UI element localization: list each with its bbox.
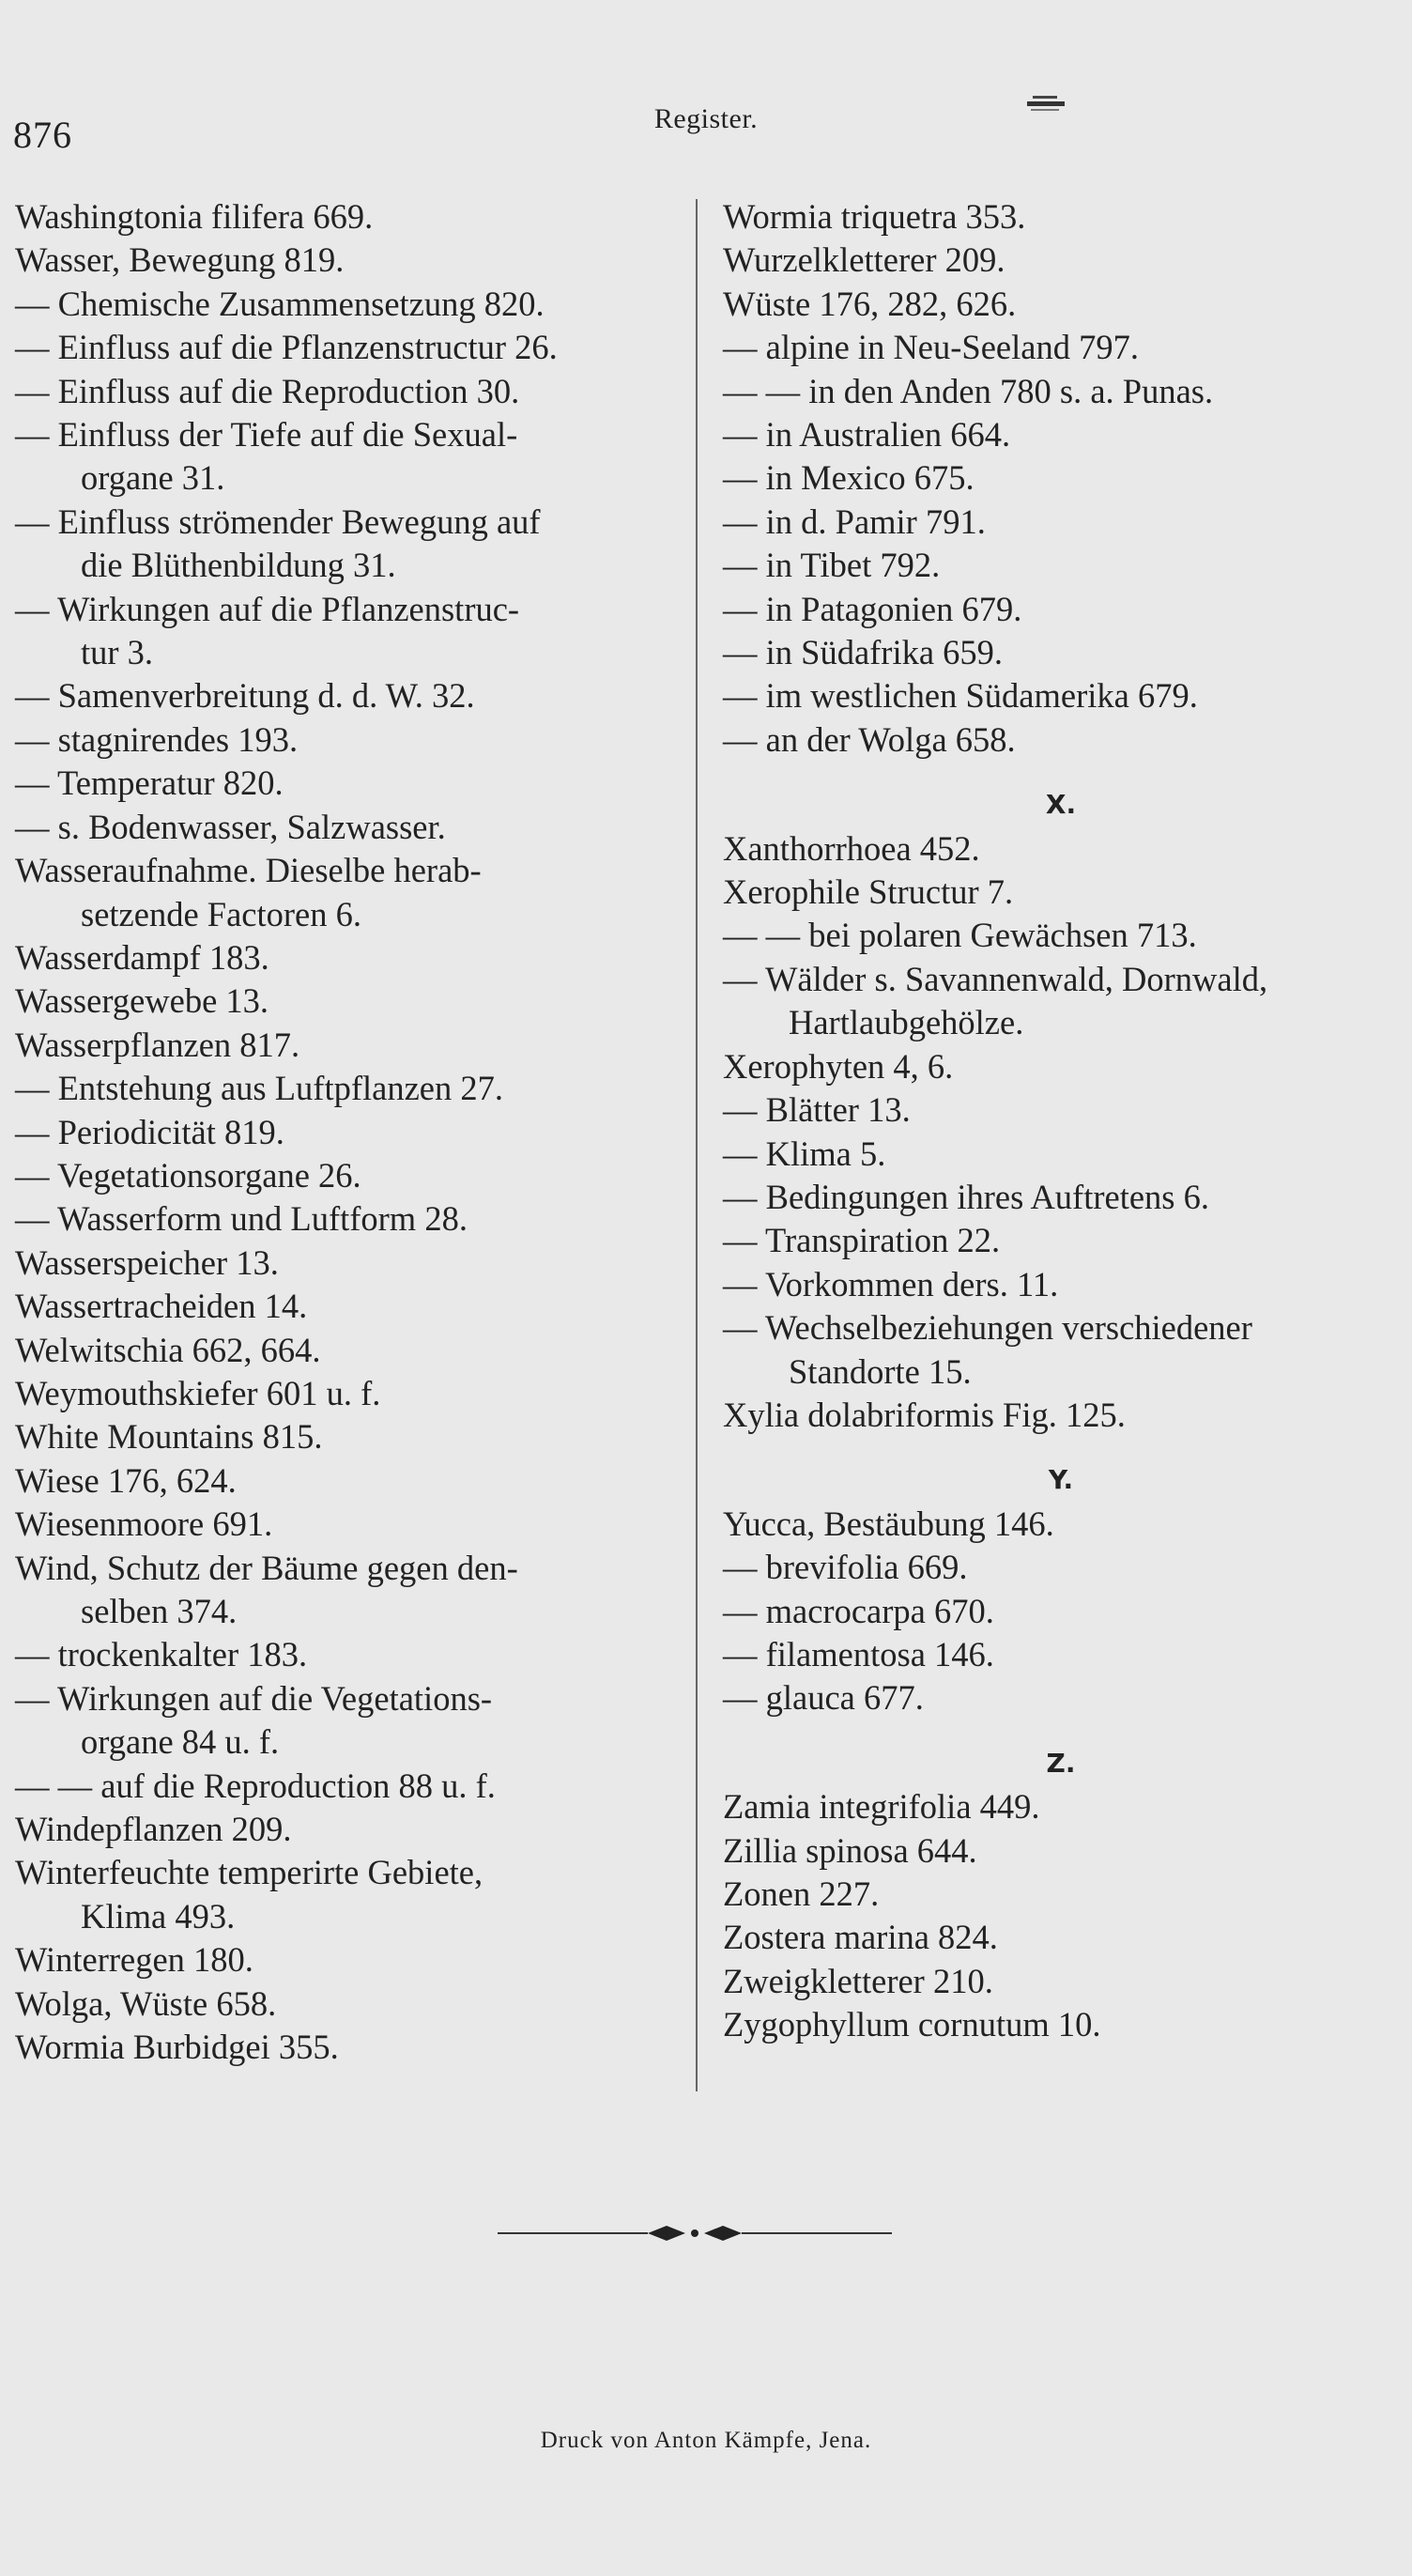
index-entry: — in Patagonien 679. [723, 589, 1022, 628]
index-entry: — Einfluss strömender Bewegung auf [15, 501, 541, 541]
index-entry: Wormia triquetra 353. [723, 197, 1026, 236]
index-entry: Wüste 176, 282, 626. [723, 284, 1017, 323]
index-entry: — Wälder s. Savannenwald, Dornwald, [723, 959, 1268, 998]
index-entry: Xanthorrhoea 452. [723, 828, 980, 868]
index-entry-continuation: organe 31. [81, 458, 225, 498]
index-entry: Weymouthskiefer 601 u. f. [15, 1373, 381, 1412]
index-entry: Windepflanzen 209. [15, 1810, 292, 1849]
index-entry: — in Tibet 792. [723, 546, 941, 585]
index-entry: Wurzelkletterer 209. [723, 240, 1005, 280]
index-entry: — Einfluss der Tiefe auf die Sexual- [15, 415, 518, 455]
ornament-divider-icon [498, 2216, 892, 2250]
index-entry: — Transpiration 22. [723, 1221, 1001, 1260]
index-entry: — in Mexico 675. [723, 458, 975, 498]
index-entry: — an der Wolga 658. [723, 719, 1016, 759]
index-entry: — alpine in Neu-Seeland 797. [723, 328, 1139, 367]
index-entry: — Vegetationsorgane 26. [15, 1155, 361, 1195]
index-entry: Winterfeuchte temperirte Gebiete, [15, 1853, 483, 1892]
index-entry-continuation: selben 374. [81, 1592, 238, 1630]
index-entry: — glauca 677. [723, 1678, 924, 1718]
index-entry: White Mountains 815. [15, 1417, 323, 1457]
index-entry: Xylia dolabriformis Fig. 125. [723, 1395, 1126, 1434]
index-entry: — Wechselbeziehungen verschiedener [723, 1308, 1252, 1348]
index-entry: Wasser, Bewegung 819. [15, 240, 345, 280]
index-entry: — Temperatur 820. [15, 764, 284, 803]
index-entry: — Klima 5. [723, 1134, 886, 1173]
right-index-column [723, 195, 1399, 2047]
index-entry: Wolga, Wüste 658. [15, 1983, 277, 2023]
index-entry-continuation: Klima 493. [81, 1896, 236, 1936]
index-entry: Winterregen 180. [15, 1940, 253, 1980]
index-entry: — brevifolia 669. [723, 1548, 968, 1587]
index-entry: — in Südafrika 659. [723, 633, 1004, 672]
index-entry: — Vorkommen ders. 11. [723, 1264, 1059, 1303]
index-entry: — in d. Pamir 791. [723, 501, 986, 541]
index-entry: Zygophyllum cornutum 10. [723, 2005, 1101, 2044]
index-entry: — macrocarpa 670. [723, 1591, 994, 1630]
index-entry: Washingtonia filifera 669. [15, 197, 374, 236]
column-divider [696, 199, 698, 2091]
index-entry: — filamentosa 146. [723, 1634, 994, 1674]
section-letter: X. [1045, 789, 1077, 821]
index-entry: Wasserspeicher 13. [15, 1242, 279, 1282]
index-entry: Wind, Schutz der Bäume gegen den- [15, 1548, 518, 1587]
index-entry: Zonen 227. [723, 1874, 880, 1913]
index-entry: — Einfluss auf die Reproduction 30. [15, 371, 520, 410]
index-entry: Zillia spinosa 644. [723, 1830, 977, 1870]
index-entry: Xerophile Structur 7. [723, 872, 1014, 912]
index-entry: — Wirkungen auf die Vegetations- [15, 1678, 493, 1718]
index-entry: Wiese 176, 624. [15, 1460, 237, 1500]
printer-imprint: Druck von Anton Kämpfe, Jena. [540, 2428, 872, 2453]
index-entry: Zamia integrifolia 449. [723, 1787, 1040, 1827]
index-entry-continuation: die Blüthenbildung 31. [81, 546, 396, 585]
section-letter: Z. [1046, 1747, 1076, 1779]
index-entry: — trockenkalter 183. [15, 1635, 308, 1674]
index-entry: Zostera marina 824. [723, 1918, 998, 1957]
index-entry: Yucca, Bestäubung 146. [723, 1504, 1054, 1543]
index-entry-continuation: setzende Factoren 6. [81, 894, 361, 933]
index-entry: — stagnirendes 193. [15, 719, 299, 759]
index-entry: — s. Bodenwasser, Salzwasser. [15, 807, 446, 846]
index-entry: Wasserdampf 183. [15, 937, 269, 977]
index-entry: — Einfluss auf die Pflanzenstructur 26. [15, 328, 558, 367]
index-entry-continuation: tur 3. [81, 633, 154, 672]
running-head: Register. [653, 103, 759, 134]
left-index-column [15, 195, 672, 2069]
index-entry-continuation: Standorte 15. [789, 1351, 972, 1391]
corner-mark-icon [1021, 92, 1070, 120]
page-number: 876 [13, 114, 72, 156]
index-entry: — in Australien 664. [723, 415, 1011, 455]
index-entry-continuation: organe 84 u. f. [81, 1722, 280, 1762]
index-entry: — Entstehung aus Luftpflanzen 27. [15, 1069, 504, 1108]
index-entry: — — bei polaren Gewächsen 713. [723, 916, 1197, 955]
index-entry: — Chemische Zusammensetzung 820. [15, 284, 545, 323]
section-letter: Y. [1048, 1464, 1074, 1496]
index-entry: Wasserpflanzen 817. [15, 1025, 300, 1064]
index-entry: Xerophyten 4, 6. [723, 1046, 954, 1086]
index-entry: Welwitschia 662, 664. [15, 1330, 321, 1369]
index-entry: — Samenverbreitung d. d. W. 32. [15, 676, 475, 716]
index-entry: Wiesenmoore 691. [15, 1504, 273, 1544]
index-entry: — — in den Anden 780 s. a. Punas. [723, 371, 1214, 410]
index-entry: — Wasserform und Luftform 28. [15, 1199, 468, 1239]
index-entry: — — auf die Reproduction 88 u. f. [15, 1766, 496, 1805]
index-entry: Zweigkletterer 210. [723, 1961, 993, 2000]
index-entry: Wasseraufnahme. Dieselbe herab- [15, 851, 482, 890]
index-entry: — Wirkungen auf die Pflanzenstruc- [15, 589, 520, 628]
index-entry: Wormia Burbidgei 355. [15, 2028, 339, 2067]
index-entry: — im westlichen Südamerika 679. [723, 676, 1198, 716]
index-entry: — Periodicität 819. [15, 1112, 284, 1151]
index-entry: — Bedingungen ihres Auftretens 6. [723, 1177, 1210, 1216]
index-entry-continuation: Hartlaubgehölze. [789, 1003, 1024, 1042]
index-entry: Wassergewebe 13. [15, 981, 269, 1021]
index-entry: Wassertracheiden 14. [15, 1287, 308, 1326]
index-entry: — Blätter 13. [723, 1090, 911, 1130]
